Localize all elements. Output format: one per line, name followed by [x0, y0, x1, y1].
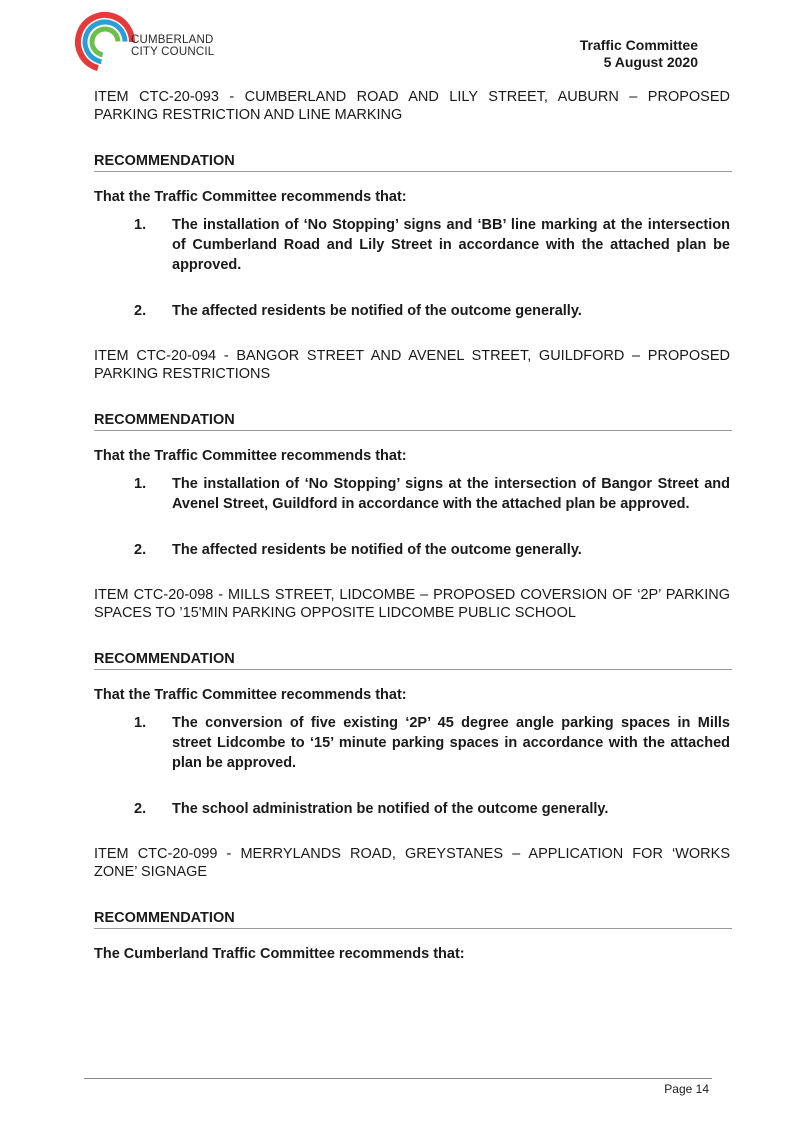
- recommendation-heading: RECOMMENDATION: [94, 910, 732, 929]
- item-number: 2.: [134, 542, 147, 558]
- item-text: The school administration be notified of the outcome generally.: [172, 801, 609, 817]
- recommendation-lead: That the Traffic Committee recommends that:: [94, 687, 407, 703]
- recommendation-list: [94, 474, 730, 560]
- recommendation-item: [94, 540, 730, 560]
- item-099: [94, 845, 730, 962]
- recommendation-heading: RECOMMENDATION: [94, 412, 732, 431]
- page-number: Page 14: [664, 1082, 709, 1096]
- item-title: ITEM CTC-20-099 - MERRYLANDS ROAD, GREYSTANES – APPLICATION FOR ‘WORKS ZONE’ SIGNAGE: [94, 846, 730, 880]
- recommendation-lead: That the Traffic Committee recommends that:: [94, 448, 407, 464]
- committee-name: Traffic Committee: [579, 37, 698, 53]
- meeting-date: 5 August 2020: [603, 54, 698, 70]
- item-title: ITEM CTC-20-098 - MILLS STREET, LIDCOMBE – PROPOSED COVERSION OF ‘2P’ PARKING SPACES TO ’15'MIN PARKING OPPOSITE LIDCOMBE PUBLIC SCHOOL: [94, 587, 730, 621]
- item-094: [94, 347, 730, 560]
- document-body: [94, 88, 730, 962]
- recommendation-heading: RECOMMENDATION: [94, 651, 732, 670]
- footer-divider: [84, 1078, 712, 1079]
- recommendation-item: [94, 215, 730, 275]
- recommendation-item: [94, 713, 730, 773]
- recommendation-list: [94, 713, 730, 819]
- item-text: The affected residents be notified of the outcome generally.: [172, 542, 582, 558]
- committee-header: [580, 37, 698, 71]
- item-number: 1.: [134, 476, 147, 492]
- recommendation-heading: RECOMMENDATION: [94, 153, 732, 172]
- council-name: [131, 34, 214, 58]
- item-text: The conversion of five existing ‘2P’ 45 degree angle parking spaces in Mills street Lidcombe to ‘15’ minute parking spaces in accordance with the attached plan be approved.: [172, 715, 730, 771]
- recommendation-list: [94, 215, 730, 321]
- recommendation-item: [94, 301, 730, 321]
- item-093: [94, 88, 730, 321]
- item-number: 1.: [134, 715, 147, 731]
- council-name-line2: CITY COUNCIL: [131, 46, 215, 58]
- item-title: ITEM CTC-20-094 - BANGOR STREET AND AVENEL STREET, GUILDFORD – PROPOSED PARKING RESTRICTIONS: [94, 348, 730, 382]
- item-number: 1.: [134, 217, 147, 233]
- item-text: The installation of ‘No Stopping’ signs at the intersection of Bangor Street and Avenel Street, Guildford in accordance with the attached plan be approved.: [172, 476, 730, 512]
- item-text: The installation of ‘No Stopping’ signs and ‘BB’ line marking at the intersection of Cumberland Road and Lily Street in accordance with the attached plan be approved.: [172, 217, 730, 273]
- recommendation-item: [94, 799, 730, 819]
- item-number: 2.: [134, 303, 147, 319]
- recommendation-item: [94, 474, 730, 514]
- council-name-line1: CUMBERLAND: [131, 34, 214, 46]
- council-logo-icon: [74, 11, 136, 73]
- item-title: ITEM CTC-20-093 - CUMBERLAND ROAD AND LILY STREET, AUBURN – PROPOSED PARKING RESTRICTION AND LINE MARKING: [94, 89, 730, 123]
- item-number: 2.: [134, 801, 147, 817]
- item-098: [94, 586, 730, 819]
- recommendation-lead: The Cumberland Traffic Committee recommends that:: [94, 946, 465, 962]
- recommendation-lead: That the Traffic Committee recommends that:: [94, 189, 407, 205]
- item-text: The affected residents be notified of the outcome generally.: [172, 303, 582, 319]
